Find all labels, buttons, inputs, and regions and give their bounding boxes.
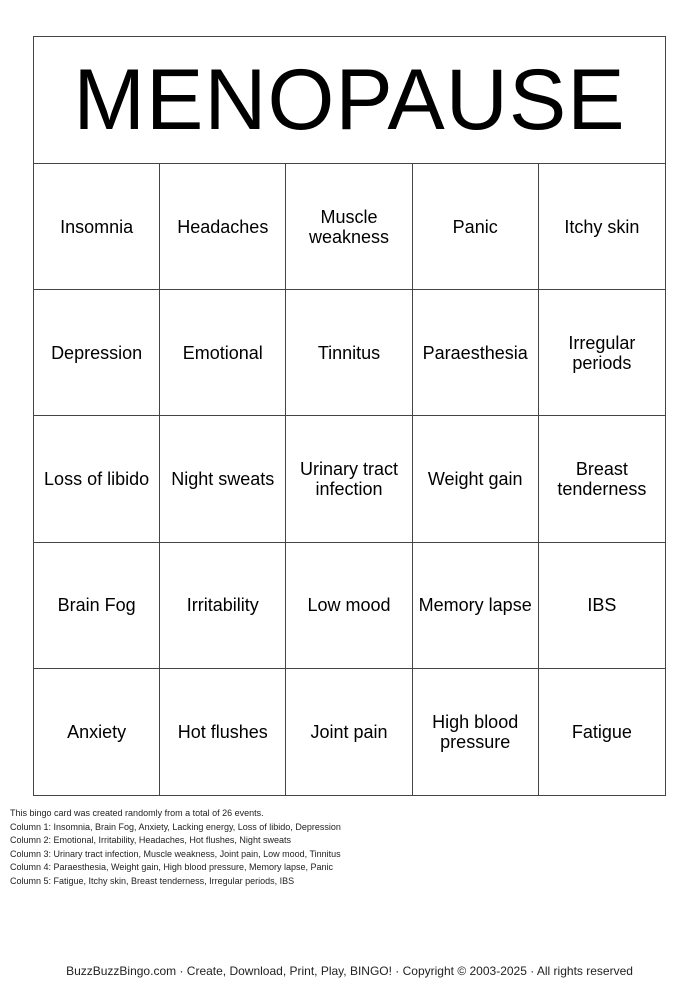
bingo-cell: Memory lapse [413, 543, 539, 669]
bingo-cell: Loss of libido [34, 416, 160, 542]
footer-copyright: BuzzBuzzBingo.com · Create, Download, Print, Play, BINGO! · Copyright © 2003-2025 · All rights reserved [66, 964, 633, 978]
info-line: This bingo card was created randomly from a total of 26 events. [10, 808, 264, 818]
bingo-card [33, 36, 666, 796]
info-line: Column 3: Urinary tract infection, Muscle weakness, Joint pain, Low mood, Tinnitus [10, 848, 341, 859]
info-line: Column 4: Paraesthesia, Weight gain, High blood pressure, Memory lapse, Panic [10, 862, 333, 872]
bingo-cell: Insomnia [34, 164, 160, 290]
bingo-cell: Headaches [160, 164, 286, 290]
bingo-cell: Hot flushes [160, 669, 286, 795]
info-line: Column 2: Emotional, Irritability, Headaches, Hot flushes, Night sweats [10, 835, 291, 845]
bingo-cell: Urinary tract infection [286, 416, 412, 542]
bingo-cell: Itchy skin [539, 164, 665, 290]
bingo-cell: Fatigue [571, 721, 632, 742]
bingo-cell: Anxiety [34, 669, 160, 795]
bingo-cell: Night sweats [160, 416, 286, 542]
info-line: Column 5: Fatigue, Itchy skin, Breast tenderness, Irregular periods, IBS [10, 875, 295, 886]
bingo-cell: Panic [413, 164, 539, 290]
bingo-cell: Depression [34, 290, 160, 416]
bingo-cell: Weight gain [413, 416, 539, 542]
bingo-grid [34, 164, 665, 795]
bingo-cell: High blood pressure [413, 669, 539, 795]
bingo-cell: Joint pain [286, 669, 412, 795]
bingo-cell: Breast tenderness [539, 416, 665, 542]
bingo-cell: Irritability [160, 543, 286, 669]
bingo-cell: Low mood [286, 543, 412, 669]
bingo-cell: Irregular periods [539, 290, 665, 416]
bingo-cell: Brain Fog [34, 543, 160, 669]
bingo-cell: Emotional [160, 290, 286, 416]
bingo-cell: Tinnitus [286, 290, 412, 416]
card-info [10, 807, 341, 888]
info-line: Column 1: Insomnia, Brain Fog, Anxiety, Lacking energy, Loss of libido, Depression [10, 821, 341, 832]
bingo-cell: IBS [539, 543, 665, 669]
card-title: MENOPAUSE [34, 37, 665, 164]
bingo-cell: Muscle weakness [286, 164, 412, 290]
bingo-cell: Paraesthesia [413, 290, 539, 416]
